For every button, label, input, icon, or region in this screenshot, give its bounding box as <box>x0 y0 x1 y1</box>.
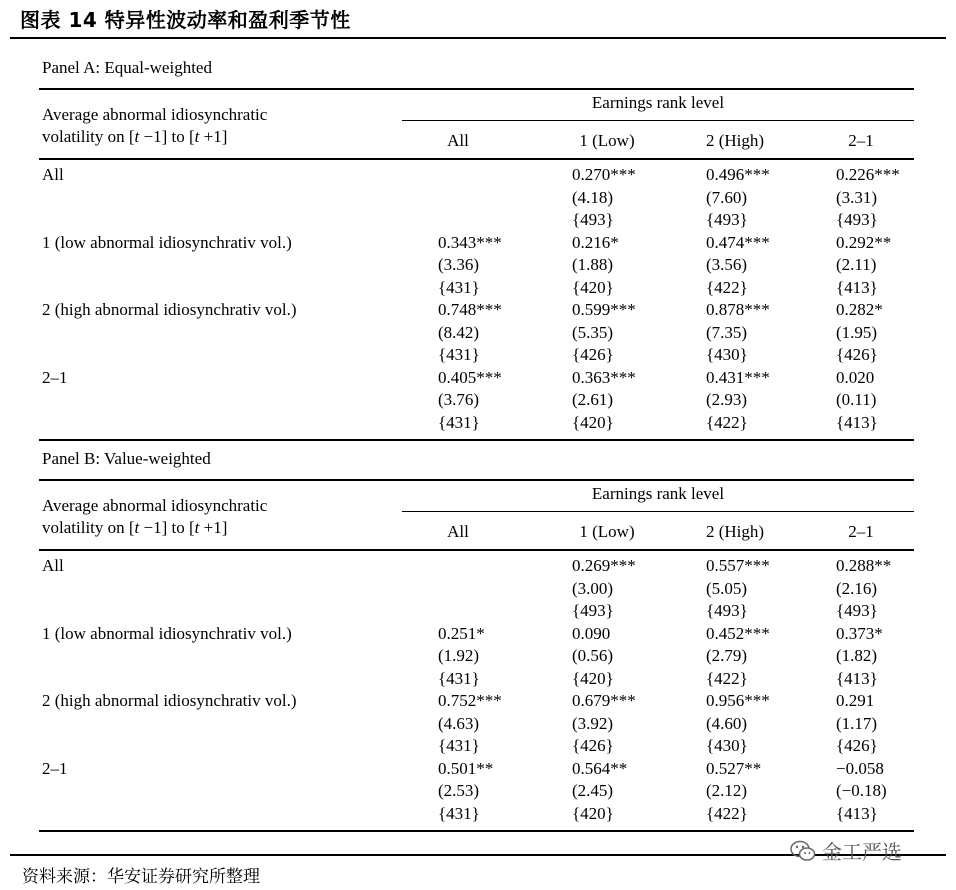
coefficient-value: 0.564** <box>572 758 628 778</box>
panel-label: Panel B: Value-weighted <box>42 449 211 468</box>
row-label: 2 (high abnormal idiosynchrativ vol.) <box>42 300 297 319</box>
coefficient-value: 0.251* <box>438 623 485 643</box>
watermark <box>790 836 902 865</box>
observation-count: {426} <box>572 736 614 755</box>
t-statistic: (2.61) <box>572 390 614 409</box>
observation-count: {431} <box>438 668 480 688</box>
t-statistic: (4.18) <box>572 187 614 207</box>
coefficient-value: 0.282* <box>836 300 883 319</box>
t-statistic: (0.11) <box>836 390 877 409</box>
coefficient-value: 0.270*** <box>572 165 636 184</box>
observation-count: {413} <box>836 803 878 823</box>
row-header-line1: Average abnormal idiosynchratic <box>42 105 268 124</box>
t-statistic: (3.92) <box>572 713 614 733</box>
observation-count: {420} <box>572 277 614 297</box>
t-statistic: (−0.18) <box>836 781 887 800</box>
coefficient-value: 0.878*** <box>706 300 770 319</box>
t-statistic: (4.63) <box>438 713 480 733</box>
coefficient-value: 0.292** <box>836 232 892 252</box>
observation-count: {422} <box>706 668 748 688</box>
t-statistic: (8.42) <box>438 322 480 342</box>
row-label: 2–1 <box>42 758 68 778</box>
observation-count: {431} <box>438 277 480 297</box>
group-header-rule <box>402 511 914 512</box>
t-statistic: (5.05) <box>706 578 748 598</box>
coefficient-value: −0.058 <box>836 758 884 778</box>
column-header: 2 (High) <box>705 131 765 150</box>
header-bottom-rule <box>39 158 914 160</box>
observation-count: {431} <box>438 736 480 755</box>
t-statistic: (1.95) <box>836 322 878 342</box>
panel-top-rule <box>39 479 914 481</box>
coefficient-value: 0.752*** <box>438 691 502 710</box>
coefficient-value: 0.452*** <box>706 623 770 643</box>
row-header-part: −1] to [ <box>139 127 195 146</box>
coefficient-value: 0.474*** <box>706 232 770 252</box>
coefficient-value: 0.363*** <box>572 367 636 387</box>
row-header-part: +1] <box>199 127 228 146</box>
row-label: All <box>42 556 64 575</box>
row-header-part: volatility on [ <box>42 518 135 537</box>
coefficient-value: 0.405*** <box>438 367 502 387</box>
column-header: 2 (High) <box>705 522 765 541</box>
t-statistic: (3.76) <box>438 390 480 409</box>
t-statistic: (2.16) <box>836 578 878 598</box>
header-bottom-rule <box>39 549 914 551</box>
row-label: 1 (low abnormal idiosynchrativ vol.) <box>42 623 292 643</box>
t-statistic: (1.82) <box>836 646 878 665</box>
observation-count: {493} <box>572 210 614 229</box>
coefficient-value: 0.557*** <box>706 556 770 575</box>
figure-title: 图表 14 特异性波动率和盈利季节性 <box>20 8 351 32</box>
coefficient-value: 0.599*** <box>572 300 636 319</box>
observation-count: {426} <box>836 736 878 755</box>
observation-count: {422} <box>706 412 748 432</box>
t-statistic: (1.92) <box>438 646 480 665</box>
t-statistic: (3.00) <box>572 578 614 598</box>
observation-count: {431} <box>438 345 480 364</box>
coefficient-value: 0.501** <box>438 758 494 778</box>
observation-count: {426} <box>836 345 878 364</box>
coefficient-value: 0.216* <box>572 232 619 252</box>
t-statistic: (2.45) <box>572 781 614 800</box>
t-statistic: (0.56) <box>572 646 614 665</box>
column-header: 2–1 <box>848 131 874 150</box>
title-rule <box>10 37 946 39</box>
coefficient-value: 0.956*** <box>706 691 770 710</box>
row-header-part: +1] <box>199 518 228 537</box>
observation-count: {420} <box>572 803 614 823</box>
coefficient-value: 0.291 <box>836 691 875 710</box>
coefficient-value: 0.373* <box>836 623 883 643</box>
t-statistic: (1.88) <box>572 255 614 274</box>
observation-count: {413} <box>836 277 878 297</box>
wechat-icon <box>790 840 816 862</box>
row-label: All <box>42 165 64 184</box>
panel-bottom-rule <box>39 439 914 441</box>
t-statistic: (2.93) <box>706 390 748 409</box>
coefficient-value: 0.527** <box>706 758 762 778</box>
t-statistic: (2.11) <box>836 255 877 274</box>
row-header-line2 <box>42 127 227 147</box>
t-statistic: (3.31) <box>836 187 878 207</box>
observation-count: {493} <box>836 601 878 620</box>
row-header-part: volatility on [ <box>42 127 135 146</box>
observation-count: {426} <box>572 345 614 364</box>
panel-bottom-rule <box>39 830 914 832</box>
row-label: 2 (high abnormal idiosynchrativ vol.) <box>42 691 297 710</box>
coefficient-value: 0.496*** <box>706 165 770 184</box>
coefficient-value: 0.226*** <box>836 165 900 184</box>
row-label: 2–1 <box>42 367 68 387</box>
observation-count: {493} <box>706 601 748 620</box>
observation-count: {420} <box>572 668 614 688</box>
coefficient-value: 0.020 <box>836 367 875 387</box>
t-statistic: (7.60) <box>706 187 748 207</box>
coefficient-value: 0.431*** <box>706 367 770 387</box>
observation-count: {493} <box>706 210 748 229</box>
group-header: Earnings rank level <box>591 93 725 112</box>
panel-top-rule <box>39 88 914 90</box>
observation-count: {431} <box>438 412 480 432</box>
group-header-rule <box>402 120 914 121</box>
watermark-text: 金工严选 <box>822 840 902 864</box>
column-header: All <box>447 131 469 150</box>
row-header-part: t <box>194 518 200 537</box>
column-header: 2–1 <box>848 522 874 541</box>
observation-count: {430} <box>706 736 748 755</box>
coefficient-value: 0.288** <box>836 556 892 575</box>
t-statistic: (5.35) <box>572 322 614 342</box>
row-header-part: t <box>134 127 140 146</box>
row-header-part: −1] to [ <box>139 518 195 537</box>
column-header: All <box>447 522 469 541</box>
t-statistic: (1.17) <box>836 713 878 733</box>
row-header-part: t <box>134 518 140 537</box>
t-statistic: (2.12) <box>706 781 748 800</box>
row-header-line1: Average abnormal idiosynchratic <box>42 496 268 515</box>
coefficient-value: 0.090 <box>572 623 611 643</box>
row-header-line2 <box>42 518 227 538</box>
row-label: 1 (low abnormal idiosynchrativ vol.) <box>42 232 292 252</box>
source-note: 资料来源：华安证券研究所整理 <box>22 867 260 887</box>
coefficient-value: 0.343*** <box>438 232 502 252</box>
t-statistic: (3.36) <box>438 255 480 274</box>
row-header-part: t <box>194 127 200 146</box>
t-statistic: (2.79) <box>706 646 748 665</box>
t-statistic: (4.60) <box>706 713 748 733</box>
observation-count: {430} <box>706 345 748 364</box>
observation-count: {431} <box>438 803 480 823</box>
coefficient-value: 0.748*** <box>438 300 502 319</box>
observation-count: {420} <box>572 412 614 432</box>
observation-count: {493} <box>572 601 614 620</box>
observation-count: {413} <box>836 412 878 432</box>
observation-count: {422} <box>706 803 748 823</box>
group-header: Earnings rank level <box>591 484 725 503</box>
coefficient-value: 0.679*** <box>572 691 636 710</box>
panel-label: Panel A: Equal-weighted <box>42 58 212 77</box>
observation-count: {422} <box>706 277 748 297</box>
t-statistic: (3.56) <box>706 255 748 274</box>
observation-count: {413} <box>836 668 878 688</box>
coefficient-value: 0.269*** <box>572 556 636 575</box>
column-header: 1 (Low) <box>579 522 635 541</box>
t-statistic: (7.35) <box>706 322 748 342</box>
t-statistic: (2.53) <box>438 781 480 800</box>
observation-count: {493} <box>836 210 878 229</box>
column-header: 1 (Low) <box>579 131 635 150</box>
